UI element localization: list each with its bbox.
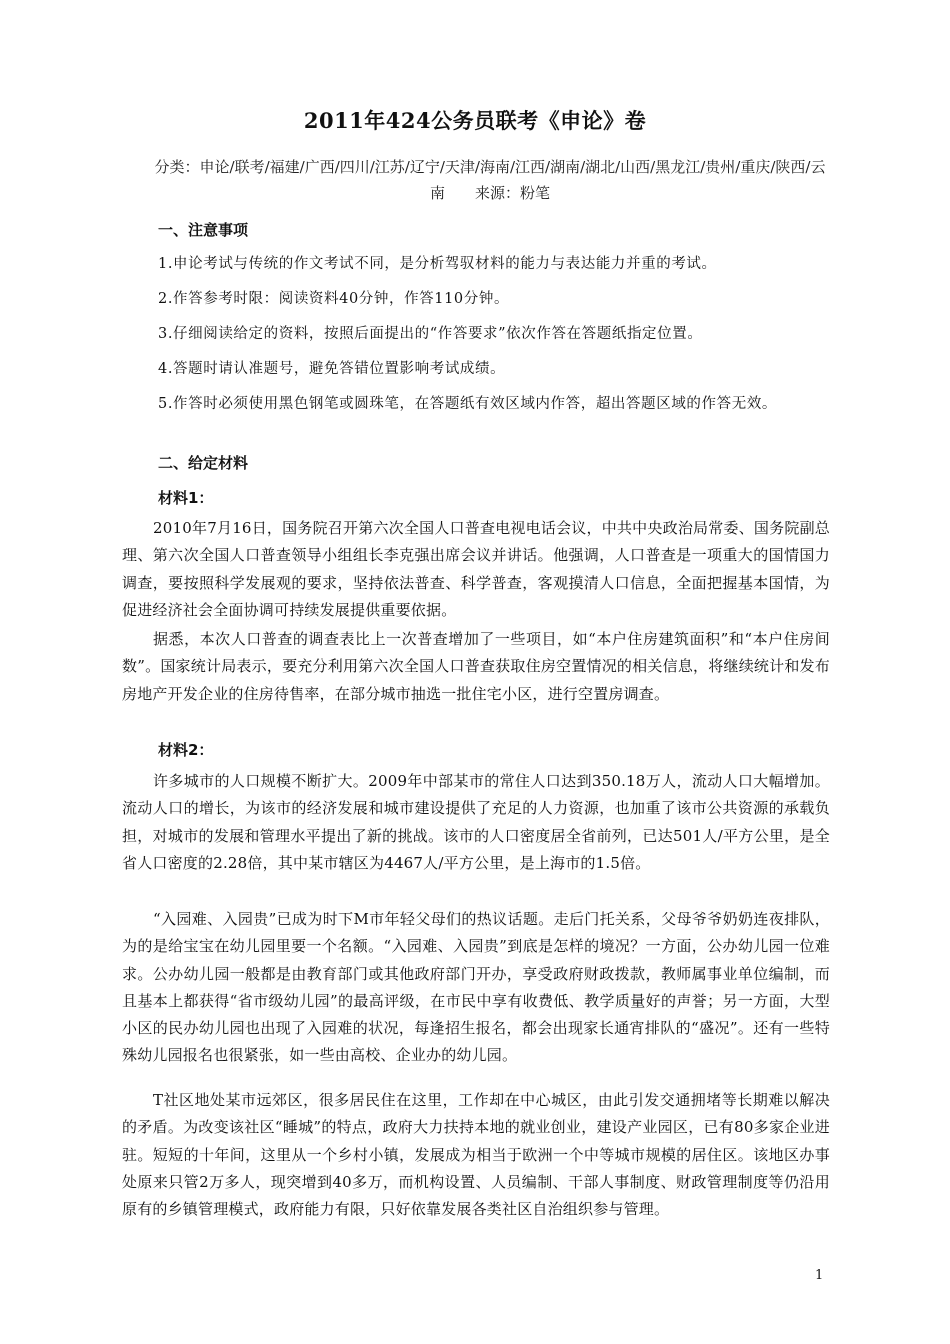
notice-item-2: 2.作答参考时限：阅读资料40分钟，作答110分钟。 — [158, 291, 510, 307]
notice-item-3: 3.仔细阅读给定的资料，按照后面提出的“作答要求”依次作答在答题纸指定位置。 — [158, 326, 703, 342]
material-2-label: 材料2： — [158, 741, 214, 759]
section-heading-materials: 二、给定材料 — [158, 454, 249, 472]
material-1-paragraph-1: 2010年7月16日，国务院召开第六次全国人口普查电视电话会议，中共中央政治局常委、国务院副总理、第六次全国人口普查领导小组组长李克强出席会议并讲话。他强调，人口普查是一项重大的国情国力调查，要按照科学发展观的要求，坚持依法普查、科学普查，客观摸清人口信息，全面把握基本国情，为促进经济社会全面协调可持续发展提供重要依据。 — [122, 519, 830, 619]
material-1-label: 材料1： — [158, 489, 214, 507]
notice-item-4: 4.答题时请认准题号，避免答错位置影响考试成绩。 — [158, 361, 506, 377]
material-1-paragraph-2: 据悉，本次人口普查的调查表比上一次普查增加了一些项目，如“本户住房建筑面积”和“本户住房间数”。国家统计局表示，要充分利用第六次全国人口普查获取住房空置情况的相关信息，将继续统计和发布房地产开发企业的住房待售率，在部分城市抽选一批住宅小区，进行空置房调查。 — [122, 630, 830, 703]
category-source-line: 分类：申论/联考/福建/广西/四川/江苏/辽宁/天津/海南/江西/湖南/湖北/山西/黑龙江/贵州/重庆/陕西/云南 来源：粉笔 — [154, 158, 826, 202]
section-heading-notices: 一、注意事项 — [158, 221, 249, 239]
page-number: 1 — [815, 1268, 824, 1283]
material-2-paragraph-1: 许多城市的人口规模不断扩大。2009年中部某市的常住人口达到350.18万人，流动人口大幅增加。流动人口的增长，为该市的经济发展和城市建设提供了充足的人力资源，也加重了该市公共资源的承载负担，对城市的发展和管理水平提出了新的挑战。该市的人口密度居全省前列，已达501人/平方公里，是全省人口密度的2.28倍，其中某市辖区为4467人/平方公里，是上海市的1.5倍。 — [122, 772, 830, 872]
notice-item-1: 1.申论考试与传统的作文考试不同，是分析驾驭材料的能力与表达能力并重的考试。 — [158, 256, 717, 272]
document-title: 2011年424公务员联考《申论》卷 — [303, 108, 647, 133]
material-2-paragraph-3: T社区地处某市远郊区，很多居民住在这里，工作却在中心城区，由此引发交通拥堵等长期难以解决的矛盾。为改变该社区“睡城”的特点，政府大力扶持本地的就业创业，建设产业园区，已有80多家企业进驻。短短的十年间，这里从一个乡村小镇，发展成为相当于欧洲一个中等城市规模的居住区。该地区办事处原来只管2万多人，现突增到40多万，而机构设置、人员编制、干部人事制度、财政管理制度等仍沿用原有的乡镇管理模式，政府能力有限，只好依靠发展各类社区自治组织参与管理。 — [122, 1091, 830, 1219]
notice-item-5: 5.作答时必须使用黑色钢笔或圆珠笔，在答题纸有效区域内作答，超出答题区域的作答无效。 — [158, 396, 778, 412]
material-2-paragraph-2: “入园难、入园贵”已成为时下M市年轻父母们的热议话题。走后门托关系，父母爷爷奶奶连夜排队，为的是给宝宝在幼儿园里要一个名额。“入园难、入园贵”到底是怎样的境况？一方面，公办幼儿园一位难求。公办幼儿园一般都是由教育部门或其他政府部门开办，享受政府财政拨款，教师属事业单位编制，而且基本上都获得“省市级幼儿园”的最高评级，在市民中享有收费低、教学质量好的声誉；另一方面，大型小区的民办幼儿园也出现了入园难的状况，每逢招生报名，都会出现家长通宵排队的“盛况”。还有一些特殊幼儿园报名也很紧张，如一些由高校、企业办的幼儿园。 — [122, 910, 830, 1065]
